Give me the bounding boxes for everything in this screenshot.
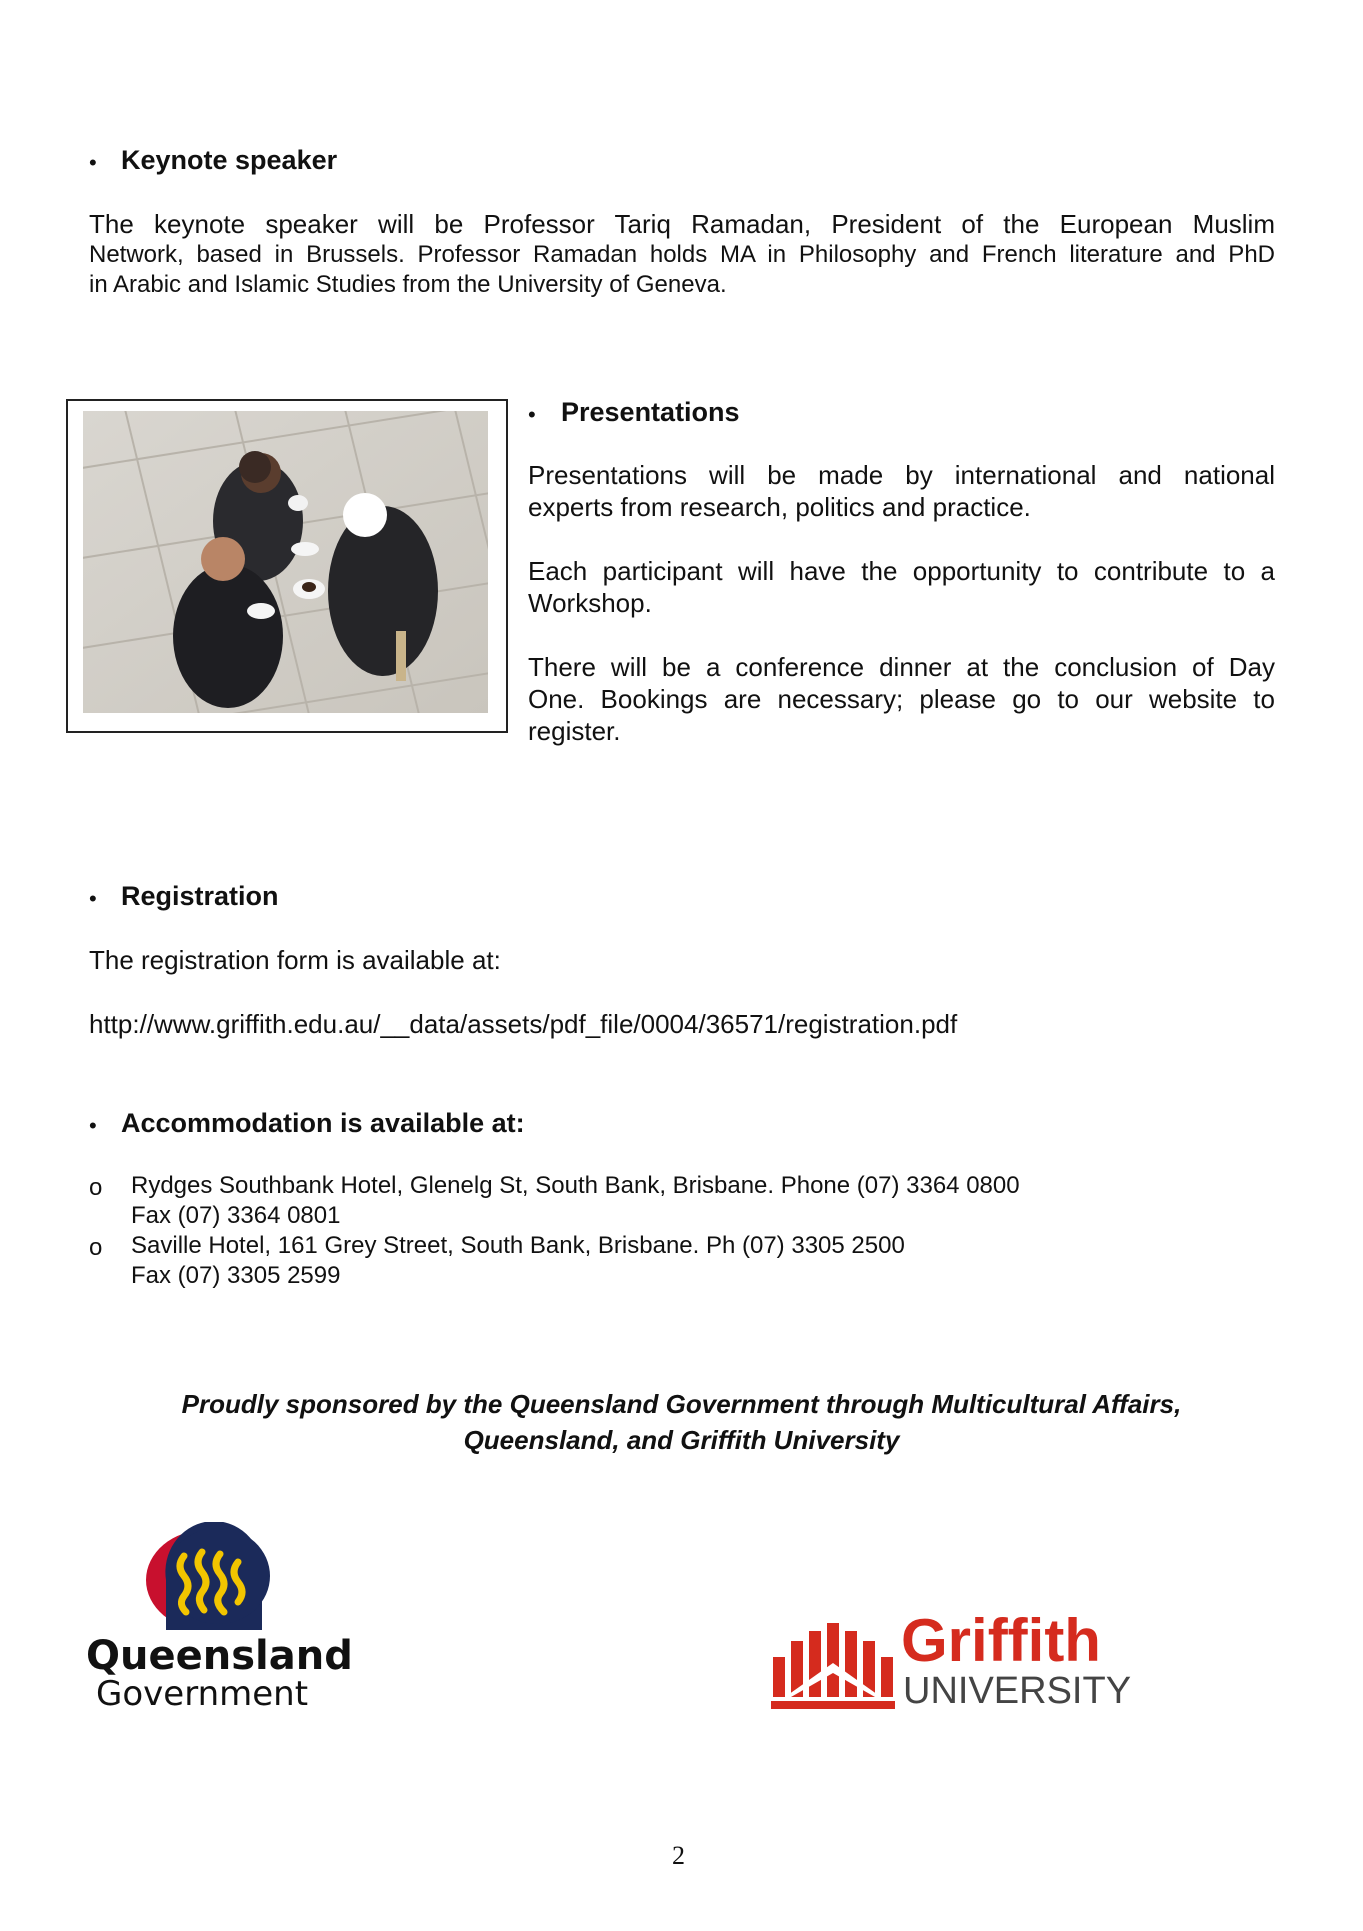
sponsor-line: Queensland, and Griffith University [463, 1425, 900, 1455]
accommodation-heading: Accommodation is available at: [121, 1108, 525, 1138]
presentations-line: Workshop. [528, 588, 652, 618]
keynote-line: Network, based in Brussels. Professor Ramadan holds MA in Philosophy and French literature and PhD [89, 241, 1275, 268]
accommodation-line: Rydges Southbank Hotel, Glenelg St, South Bank, Brisbane. Phone (07) 3364 0800 [131, 1172, 1020, 1199]
photo-frame [66, 399, 508, 733]
presentations-line: One. Bookings are necessary; please go to our website to [528, 684, 1275, 714]
conference-photo [83, 411, 488, 713]
queensland-logo-text: Queensland [86, 1633, 353, 1679]
registration-link[interactable]: http://www.griffith.edu.au/__data/assets/pdf_file/0004/36571/registration.pdf [89, 1009, 958, 1039]
presentations-line: Each participant will have the opportunity to contribute to a [528, 556, 1275, 586]
keynote-heading: Keynote speaker [121, 145, 338, 175]
accommodation-line: Fax (07) 3305 2599 [131, 1262, 341, 1289]
griffith-emblem-icon [771, 1623, 895, 1709]
registration-text: The registration form is available at: [89, 945, 501, 975]
sponsor-line: Proudly sponsored by the Queensland Government through Multicultural Affairs, [181, 1389, 1182, 1419]
presentations-line: There will be a conference dinner at the conclusion of Day [528, 652, 1275, 682]
queensland-emblem-icon [144, 1522, 274, 1634]
government-logo-text: Government [96, 1674, 309, 1714]
presentations-heading: Presentations [561, 397, 740, 427]
keynote-line: in Arabic and Islamic Studies from the University of Geneva. [89, 271, 727, 298]
keynote-paragraph [89, 208, 1275, 300]
griffith-university-logo [771, 1607, 1151, 1715]
presentations-line: Presentations will be made by international and national [528, 460, 1275, 490]
bullet-icon: • [528, 402, 536, 427]
presentations-body [528, 459, 1275, 747]
accommodation-line: Fax (07) 3364 0801 [131, 1202, 341, 1229]
keynote-line: The keynote speaker will be Professor Tariq Ramadan, President of the European Muslim [89, 209, 1275, 239]
registration-heading: Registration [121, 881, 279, 911]
bullet-icon: • [89, 886, 97, 911]
page-number: 2 [672, 1841, 685, 1870]
circle-bullet-icon: o [89, 1174, 103, 1201]
bullet-icon: • [89, 1113, 97, 1138]
bullet-icon: • [89, 150, 97, 175]
accommodation-line: Saville Hotel, 161 Grey Street, South Bank, Brisbane. Ph (07) 3305 2500 [131, 1232, 905, 1259]
university-logo-text: UNIVERSITY [903, 1670, 1132, 1712]
queensland-government-logo [82, 1522, 353, 1718]
circle-bullet-icon: o [89, 1234, 103, 1261]
griffith-logo-text: Griffith [901, 1607, 1101, 1674]
presentations-line: experts from research, politics and practice. [528, 492, 1031, 522]
presentations-line: register. [528, 716, 621, 746]
